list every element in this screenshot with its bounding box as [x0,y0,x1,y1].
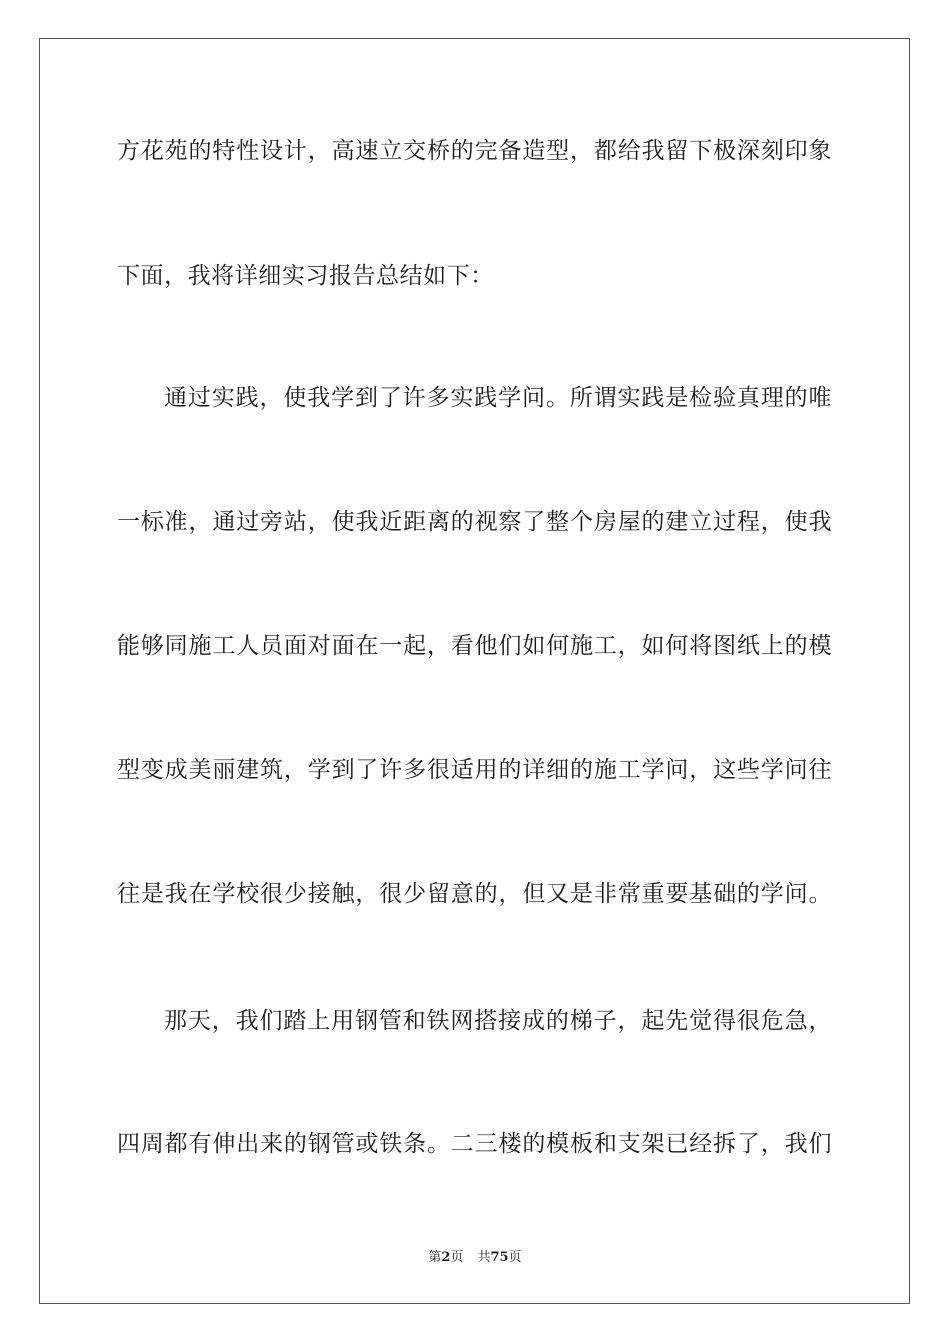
page-footer [0,1246,950,1265]
footer-total-prefix: 共 [477,1250,491,1265]
text-line-5: 能够同施工人员面对面在一起，看他们如何施工，如何将图纸上的模 [117,633,832,659]
paragraph-line-2: 那天，我们踏上用钢管和铁网搭接成的梯子，起先觉得很危急， [164,1008,832,1034]
text-line-6: 型变成美丽建筑，学到了许多很适用的详细的施工学问，这些学问往 [117,757,832,783]
text-line-2: 下面，我将详细实习报告总结如下： [117,263,494,289]
text-line-7: 往是我在学校很少接触，很少留意的，但又是非常重要基础的学问。 [117,881,832,907]
footer-total-suffix: 页 [508,1250,522,1265]
footer-page-prefix: 第 [428,1250,442,1265]
footer-total-number: 75 [490,1250,509,1265]
paragraph-line-1: 通过实践，使我学到了许多实践学问。所谓实践是检验真理的唯 [164,385,832,411]
page-border [39,38,910,1304]
text-line-9: 四周都有伸出来的钢管或铁条。二三楼的模板和支架已经拆了，我们 [117,1131,832,1157]
footer-page-suffix: 页 [450,1250,464,1265]
text-line-1: 方花苑的特性设计，高速立交桥的完备造型，都给我留下极深刻印象 [117,138,832,164]
text-line-4: 一标准，通过旁站，使我近距离的视察了整个房屋的建立过程，使我 [117,509,832,535]
footer-page-number: 2 [441,1250,451,1265]
